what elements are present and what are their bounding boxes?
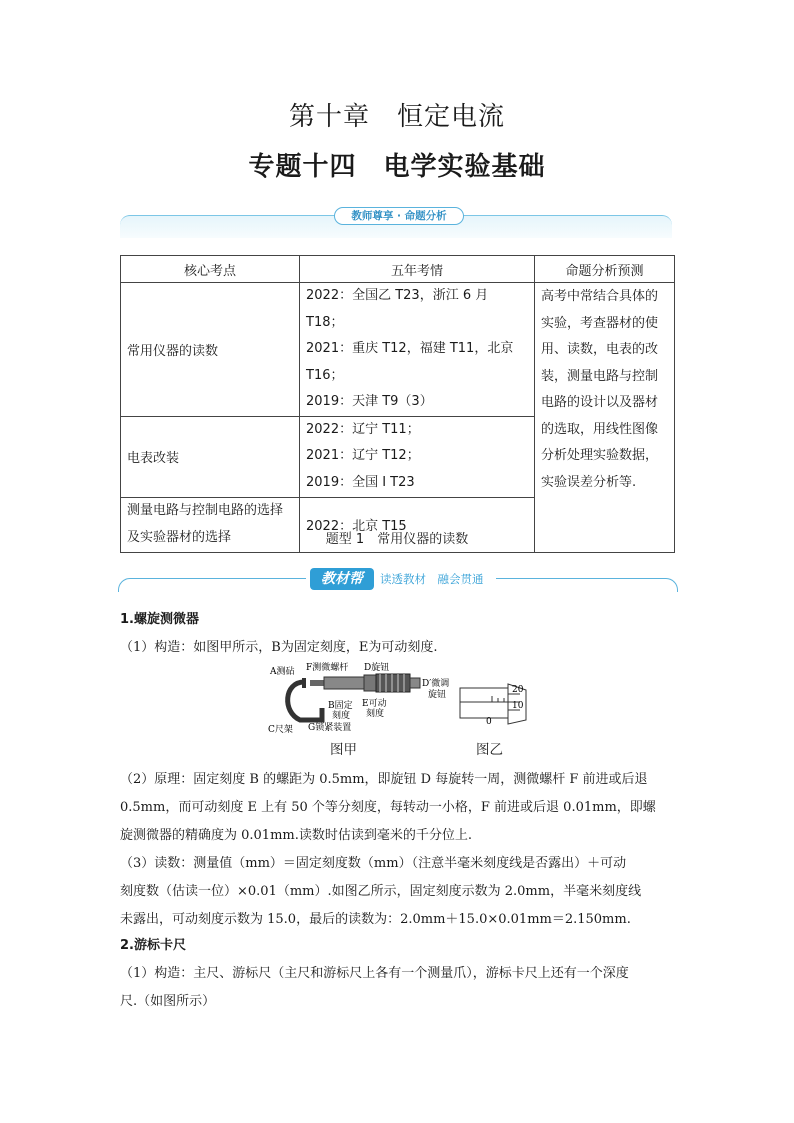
figure-b-caption: 图乙	[476, 742, 503, 758]
prediction-cell: 高考中常结合具体的实验，考查器材的使用、读数，电表的改装，测量电路与控制电路的设计以及器材的选取，用线性图像分析处理实验数据，实验误差分析等.	[535, 283, 675, 553]
row-topic: 测量电路与控制电路的选择及实验器材的选择	[121, 497, 300, 552]
textbook-tag: 教材帮	[310, 568, 374, 590]
micrometer-heading: 1.螺旋测微器	[120, 612, 199, 627]
table-header-row	[121, 256, 675, 283]
label-dp2: 旋钮	[428, 690, 447, 700]
text-line: 旋测微器的精确度为 0.01mm.读数时估读到毫米的千分位上.	[120, 828, 472, 843]
micrometer-reading	[120, 850, 680, 934]
label-f: F测微螺杆	[306, 663, 349, 673]
tick-label: 20	[512, 685, 524, 695]
tick-label: 10	[512, 701, 524, 711]
section-caption: 题型 1 常用仪器的读数	[325, 532, 469, 547]
label-b2: 刻度	[332, 711, 351, 721]
figure-a-caption: 图甲	[330, 742, 357, 758]
header-core-topic: 核心考点	[121, 256, 300, 283]
exam-line: 2022：全国乙 T23，浙江 6 月 T18；	[306, 288, 489, 330]
label-dp1: D′微调	[422, 679, 450, 689]
textbook-slogan: 读透教材 融会贯通	[380, 572, 484, 586]
micrometer-principle	[120, 766, 680, 850]
label-c: C尺架	[268, 725, 293, 735]
chapter-title: 第十章 恒定电流	[288, 102, 505, 132]
row-exams	[300, 283, 535, 417]
exam-line: 2019：天津 T9（3）	[306, 394, 433, 409]
topic-title: 专题十四 电学实验基础	[248, 152, 546, 182]
exam-line: 2022：北京 T15	[306, 519, 407, 534]
header-prediction: 命题分析预测	[535, 256, 675, 283]
table-row	[121, 283, 675, 417]
exam-analysis-table	[120, 255, 675, 553]
exam-line: 2021：重庆 T12，福建 T11，北京	[306, 341, 514, 356]
row-topic: 常用仪器的读数	[121, 283, 300, 417]
header-exam-history: 五年考情	[300, 256, 535, 283]
text-line: 未露出，可动刻度示数为 15.0，最后的读数为：2.0mm＋15.0×0.01mm＝2.150mm.	[120, 912, 631, 927]
teacher-banner	[120, 205, 672, 237]
label-a: A测砧	[270, 667, 295, 677]
text-line: （3）读数：测量值（mm）＝固定刻度数（mm）（注意半毫米刻度线是否露出）＋可动	[120, 856, 627, 871]
tick-label: 0	[486, 717, 492, 727]
text-line: （1）构造：主尺、游标尺（主尺和游标尺上各有一个测量爪），游标卡尺上还有一个深度	[120, 966, 629, 981]
caliper-heading: 2.游标卡尺	[120, 938, 186, 953]
exam-line: T16；	[306, 367, 344, 383]
caliper-structure	[120, 960, 680, 1016]
micrometer-structure: （1）构造：如图甲所示，B为固定刻度，E为可动刻度.	[120, 640, 438, 655]
row-topic: 电表改装	[121, 416, 300, 497]
banner-label: 教师尊享 · 命题分析	[334, 207, 464, 225]
exam-line: 2019：全国 I T23	[306, 474, 415, 490]
label-g: G锁紧装置	[308, 723, 352, 733]
label-e2: 刻度	[366, 709, 385, 719]
row-exams	[300, 416, 535, 497]
label-b1: B固定	[328, 701, 353, 711]
label-d: D旋钮	[364, 663, 390, 673]
exam-line: 2022：辽宁 T11；	[306, 421, 420, 437]
text-line: 刻度数（估读一位）×0.01（mm）.如图乙所示，固定刻度示数为 2.0mm，半毫米刻度线	[120, 884, 642, 899]
text-line: 0.5mm，而可动刻度 E 上有 50 个等分刻度，每转动一小格，F 前进或后退 0.01mm，即螺	[120, 800, 656, 815]
label-e1: E可动	[362, 699, 387, 709]
exam-line: 2021：辽宁 T12；	[306, 448, 420, 464]
text-line: 尺.（如图所示）	[120, 994, 216, 1009]
textbook-banner	[118, 566, 678, 592]
micrometer-figure	[264, 660, 544, 758]
text-line: （2）原理：固定刻度 B 的螺距为 0.5mm，即旋钮 D 每旋转一周，测微螺杆 F 前进或后退	[120, 772, 648, 787]
